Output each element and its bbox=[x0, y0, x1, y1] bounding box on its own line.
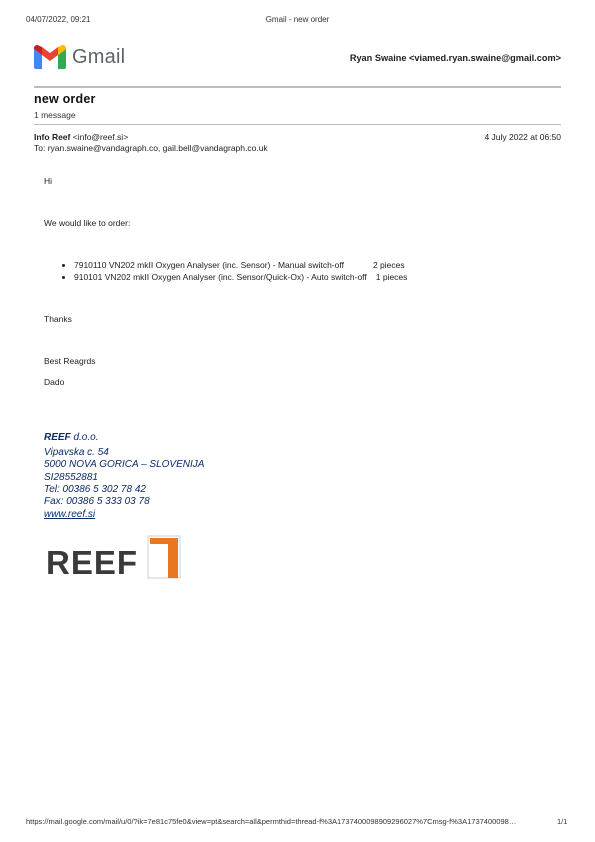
gmail-logo-text: Gmail bbox=[72, 46, 126, 68]
message-from bbox=[34, 132, 128, 142]
signature-city: 5000 NOVA GORICA – SLOVENIJA bbox=[44, 459, 205, 470]
message-recipients: To: ryan.swaine@vandagraph.co, gail.bell@vandagraph.co.uk bbox=[34, 143, 268, 153]
order-item bbox=[74, 271, 407, 283]
sender-name: Info Reef bbox=[34, 132, 71, 142]
message-count: 1 message bbox=[34, 110, 76, 120]
signature-vat: SI28552881 bbox=[44, 472, 98, 483]
signature-company-suffix: d.o.o. bbox=[70, 432, 99, 443]
thanks-text: Thanks bbox=[44, 314, 72, 324]
print-datetime: 04/07/2022, 09:21 bbox=[26, 15, 91, 24]
print-url: https://mail.google.com/mail/u/0/?ik=7e81c75fe0&view=pt&search=all&permthid=thread-f%3A1737400098909296027%7Cmsg-f%3A1737400098… bbox=[26, 817, 517, 826]
reef-logo-text: REEF bbox=[46, 544, 139, 581]
order-item-qty: 2 pieces bbox=[372, 260, 405, 270]
order-item-text: 910101 VN202 mkII Oxygen Analyser (inc. Sensor/Quick-Ox) - Auto switch-off bbox=[74, 272, 367, 282]
message-date: 4 July 2022 at 06:50 bbox=[484, 132, 561, 142]
print-page-number: 1/1 bbox=[557, 817, 568, 826]
order-item-text: 7910110 VN202 mkII Oxygen Analyser (inc. Sensor) - Manual switch-off bbox=[74, 260, 344, 270]
signature-website bbox=[44, 509, 95, 520]
header-divider bbox=[34, 86, 561, 88]
gmail-m-icon bbox=[34, 45, 66, 69]
website-link[interactable]: www.reef.si bbox=[44, 509, 96, 520]
signature-street: Vipavska c. 54 bbox=[44, 447, 109, 458]
signature-company bbox=[44, 432, 98, 443]
thread-subject: new order bbox=[34, 92, 96, 106]
signature-tel: Tel: 00386 5 302 78 42 bbox=[44, 484, 146, 495]
order-item-qty: 1 pieces bbox=[375, 272, 408, 282]
reef-logo bbox=[44, 532, 184, 582]
closing-text: Best Reagrds bbox=[44, 356, 96, 366]
order-item bbox=[74, 259, 407, 271]
sender-signoff-name: Dado bbox=[44, 377, 65, 387]
account-label: Ryan Swaine <viamed.ryan.swaine@gmail.com> bbox=[349, 53, 561, 63]
intro-text: We would like to order: bbox=[44, 218, 131, 228]
sender-email: <info@reef.si> bbox=[72, 132, 129, 142]
signature-fax: Fax: 00386 5 333 03 78 bbox=[44, 496, 150, 507]
order-list bbox=[44, 259, 407, 283]
print-page-title: Gmail - new order bbox=[265, 15, 330, 24]
greeting-text: Hi bbox=[44, 176, 53, 186]
signature-company-bold: REEF bbox=[44, 432, 71, 443]
subject-divider bbox=[34, 124, 561, 125]
